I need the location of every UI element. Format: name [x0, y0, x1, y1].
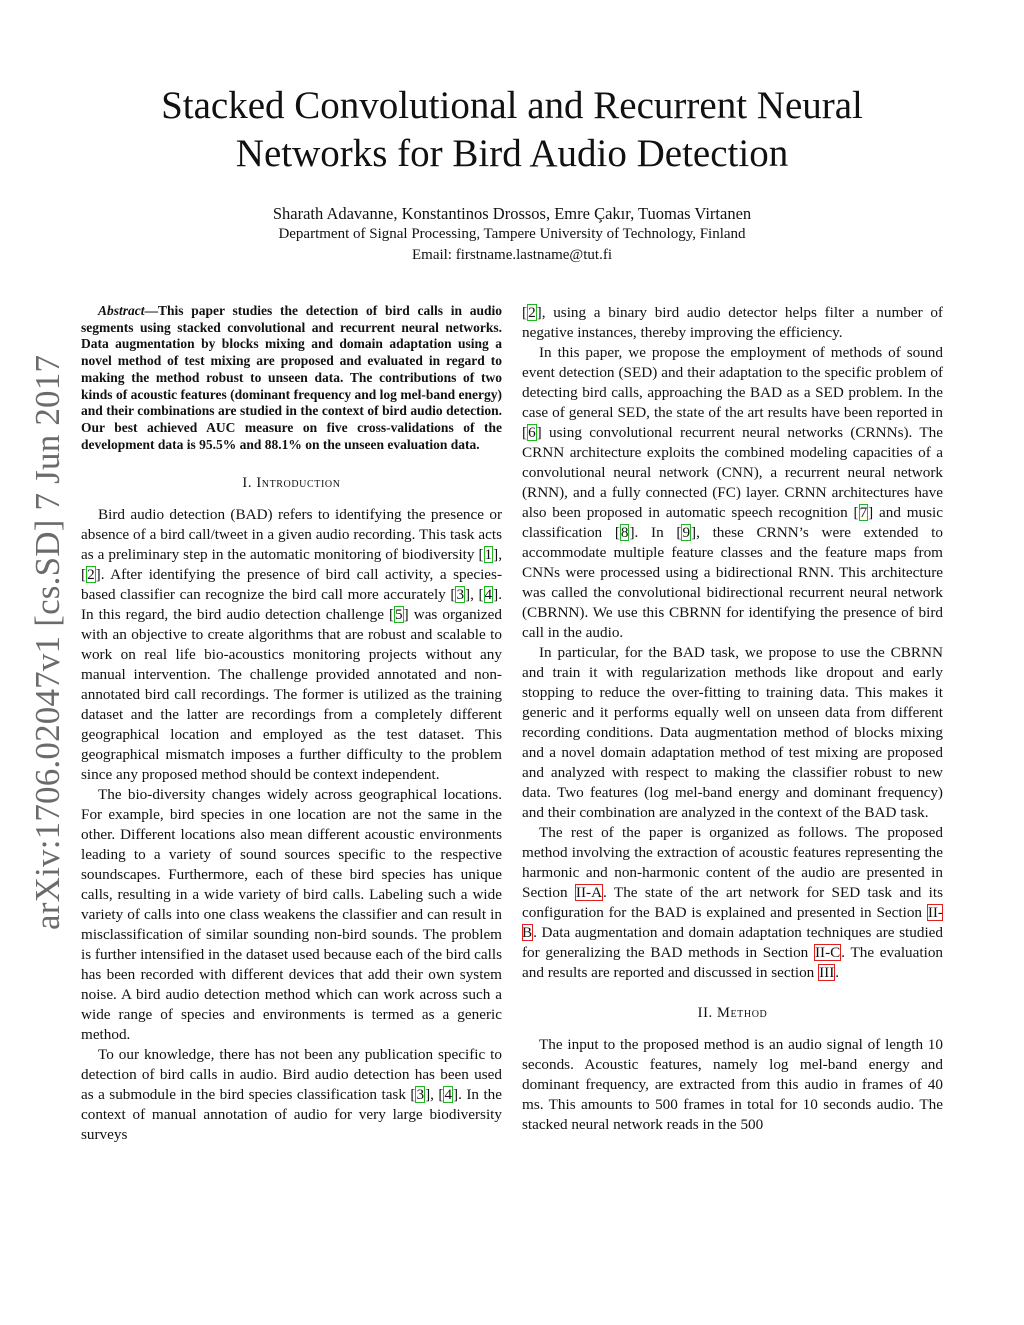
citation-link[interactable]: 9 — [682, 524, 691, 541]
section-heading-method: II. Method — [697, 1005, 768, 1021]
citation-link[interactable]: 3 — [456, 586, 465, 604]
abstract-text: —This paper studies the detection of bird calls in audio segments using stacked convolutional and recurrent neural networks. Data augmentation by blocks mixing and domain adaptation using a novel method of test mixing are proposed and evaluated in regard to making the method robust to unseen data. The contributions of two kinds of acoustic features (dominant frequency and log mel-band energy) and their combinations are studied in the context of bird audio detection. Our best achieved AUC measure on five cross-validations of the development data is 95.5% and 88.1% on the unseen evaluation data. — [81, 303, 502, 452]
citation-link[interactable]: 7 — [859, 504, 868, 521]
intro-paragraph-3: To our knowledge, there has not been any publication specific to detection of bird calls in audio. Bird audio detection has been used as a submodule in the bird species classification task [3], [4]. In the context of manual annotation of audio for very large biodiversity surveys — [81, 1046, 502, 1144]
intro-paragraph-1: Bird audio detection (BAD) refers to identifying the presence or absence of a bird call/tweet in a given audio recording. This task acts as a preliminary step in the automatic monitoring of biodiversity [1], [2]. After identifying the presence of bird call activity, a species-based classifier can recognize the bird call more accurately [3], [4]. In this regard, the bird audio detection challenge [5] was organized with an objective to create algorithms that are robust and scalable to work on real life bio-acoustics monitoring projects without any manual intervention. The challenge provided annotated and non-annotated bird call recordings. The former is utilized as the training dataset and the latter are recordings from a completely different geographical location and employed as the test dataset. This geographical mismatch imposes a further difficulty to the problem since any proposed method should be context independent. — [81, 506, 502, 784]
intro-paragraph-2: The bio-diversity changes widely across geographical locations. For example, bird species in one location are not the same in the other. Different locations also mean different acoustic environments leading to a variety of sound sources specific to the respective soundscapes. Furthermore, each of these bird species has unique calls, resulting in a wide variety of bird calls. Labeling such a wide variety of calls into one class weakens the classifier and can result in misclassification of similar sounding non-bird sounds. The problem is further intensified in the dataset used because each of the bird calls has been recorded with different devices that add their own system noise. A bird audio detection method which can work across such a wide range of species and environments is termed as a generic method. — [81, 786, 502, 1044]
section-link[interactable]: II-B — [522, 904, 943, 941]
method-paragraph-1: The input to the proposed method is an audio signal of length 10 seconds. Acoustic features, namely log mel-band energy and dominant frequency, are extracted from this audio in frames of 40 ms. This amounts to 500 frames in total for 10 seconds audio. The stacked neural network reads in the 500 — [522, 1036, 943, 1133]
author-block — [0, 203, 1024, 266]
intro-paragraph-6: The rest of the paper is organized as follows. The proposed method involving the extraction of acoustic features representing the harmonic and non-harmonic content of the audio are presented in Section II-A. The state of the art network for SED task and its configuration for the BAD is explained and presented in Section II-B. Data augmentation and domain adaptation techniques are studied for generalizing the BAD methods in Section II-C. The evaluation and results are reported and discussed in section III. — [522, 824, 944, 981]
citation-link[interactable]: 4 — [444, 1086, 453, 1104]
intro-paragraph-4: In this paper, we propose the employment of methods of sound event detection (SED) and their adaptation to the specific problem of detecting bird calls, approaching the BAD as a SED problem. In the case of general SED, the state of the art results have been reported in [6] using convolutional recurrent neural networks (CRNNs). The CRNN architecture exploits the combined modeling capacities of a convolutional neural network (CNN), a recurrent neural network (RNN), and a fully connected (FC) layer. CRNN architectures have also been proposed in automatic speech recognition [7] and music classification [8]. In [9], these CRNN’s were extended to accommodate multiple feature classes and the feature maps from CNNs were processed using a bidirectional RNN. This architecture was called the convolutional bidirectional recurrent neural network (CBRNN). We use this CBRNN for identifying the presence of bird call in the audio. — [522, 344, 943, 641]
email: Email: firstname.lastname@tut.fi — [411, 247, 612, 263]
intro-paragraph-3-continued: [2], using a binary bird audio detector helps filter a number of negative instances, thereby improving the efficiency. — [522, 304, 943, 341]
citation-link[interactable]: 5 — [395, 606, 403, 624]
author-names: Sharath Adavanne, Konstantinos Drossos, Emre Çakır, Tuomas Virtanen — [272, 204, 752, 223]
affiliation: Department of Signal Processing, Tampere University of Technology, Finland — [278, 226, 746, 242]
citation-link[interactable]: 2 — [87, 566, 95, 584]
paper-title — [0, 82, 1024, 178]
citation-link[interactable]: 1 — [484, 546, 493, 564]
intro-paragraph-5: In particular, for the BAD task, we propose to use the CBRNN and train it with regularization methods like dropout and early stopping to reduce the over-fitting to training data. This makes it generic and it performs equally well on unseen data from different recording conditions. Data augmentation method of blocks mixing and a novel domain adaptation method of test mixing are proposed and analyzed with respect to making the classifier robust to new data. Two features (log mel-band energy and dominant frequency) and their combination are analyzed in the context of the BAD task. — [522, 644, 943, 821]
left-column — [81, 303, 502, 1145]
title-line-1: Stacked Convolutional and Recurrent Neural — [161, 84, 863, 127]
citation-link[interactable]: 2 — [528, 304, 536, 321]
section-link[interactable]: III — [819, 964, 835, 981]
abstract-label: Abstract — [98, 303, 145, 318]
section-link[interactable]: II-A — [575, 884, 603, 901]
section-heading-introduction: I. Introduction — [242, 475, 341, 492]
arxiv-identifier: arXiv:1706.02047v1 [cs.SD] 7 Jun 2017 — [28, 354, 67, 930]
citation-link[interactable]: 8 — [620, 524, 629, 541]
abstract — [81, 303, 502, 453]
section-link[interactable]: II-C — [814, 944, 841, 961]
title-line-2: Networks for Bird Audio Detection — [235, 132, 789, 175]
citation-link[interactable]: 4 — [484, 586, 493, 604]
citation-link[interactable]: 3 — [416, 1086, 425, 1104]
citation-link[interactable]: 6 — [528, 424, 536, 441]
right-column — [522, 303, 943, 1135]
